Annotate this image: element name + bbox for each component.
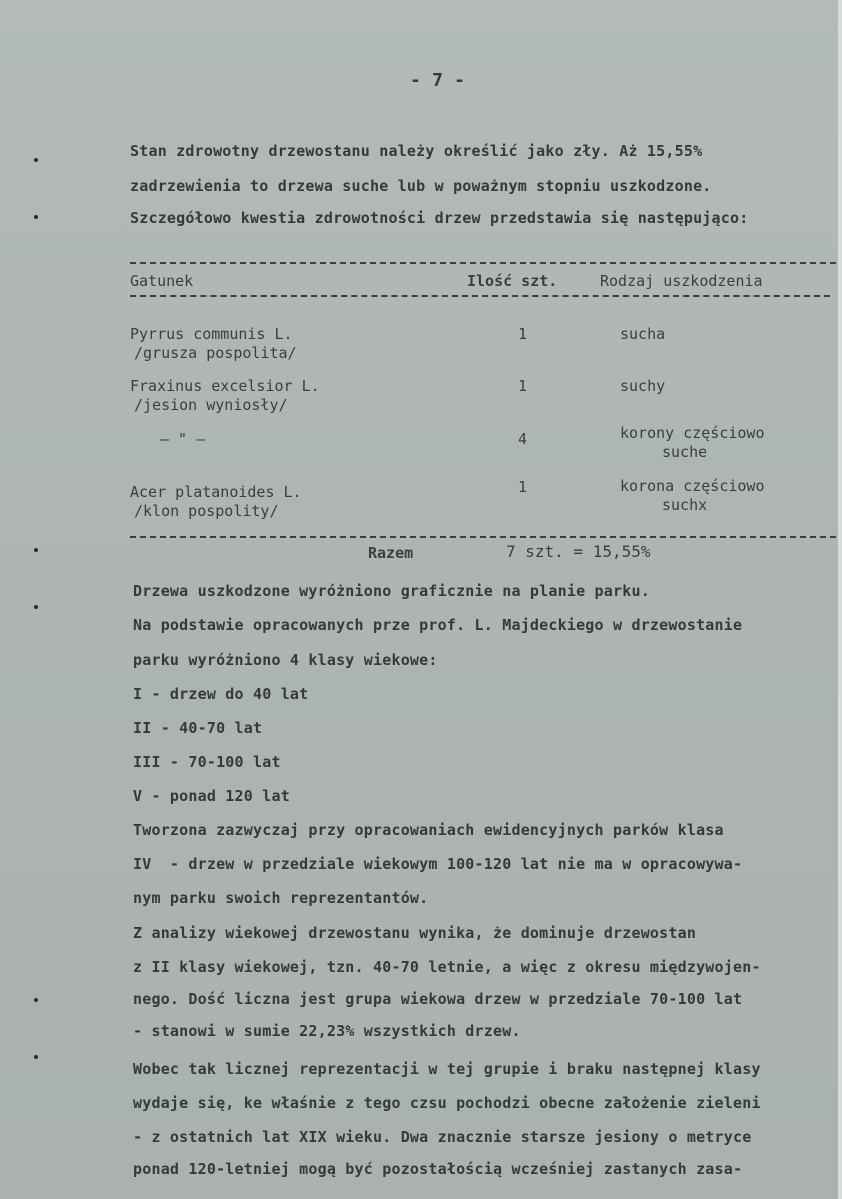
table-cell-species: /klon pospolity/ bbox=[134, 502, 279, 520]
body-line: parku wyróżniono 4 klasy wiekowe: bbox=[133, 651, 438, 669]
table-cell-species: /jesion wyniosły/ bbox=[134, 396, 288, 414]
table-rule-top bbox=[130, 262, 836, 264]
table-cell-damage: suchx bbox=[662, 496, 708, 514]
table-total-label: Razem bbox=[368, 544, 414, 562]
body-line: III - 70-100 lat bbox=[133, 753, 281, 771]
body-line: Drzewa uszkodzone wyróżniono graficznie na planie parku. bbox=[133, 582, 650, 600]
table-cell-count: 1 bbox=[518, 478, 528, 496]
table-cell-count: 1 bbox=[518, 325, 528, 343]
page-number: - 7 - bbox=[410, 70, 466, 91]
table-cell-species: Fraxinus excelsior L. bbox=[130, 377, 320, 395]
binder-hole bbox=[34, 998, 38, 1002]
body-line: ponad 120-letniej mogą być pozostałością wcześniej zastanych zasa- bbox=[133, 1160, 743, 1178]
body-line: I - drzew do 40 lat bbox=[133, 685, 309, 703]
body-line: Na podstawie opracowanych prze prof. L. Majdeckiego w drzewostanie bbox=[133, 616, 743, 634]
intro-line: zadrzewienia to drzewa suche lub w poważnym stopniu uszkodzone. bbox=[130, 177, 712, 195]
body-line: V - ponad 120 lat bbox=[133, 787, 290, 805]
body-line: Wobec tak licznej reprezentacji w tej grupie i braku następnej klasy bbox=[133, 1060, 761, 1078]
table-header-damage: Rodzaj uszkodzenia bbox=[600, 272, 763, 290]
table-cell-species: /grusza pospolita/ bbox=[134, 344, 297, 362]
table-cell-species: Pyrrus communis L. bbox=[130, 325, 293, 343]
table-rule-header bbox=[130, 295, 830, 297]
table-header-count: Ilość szt. bbox=[467, 272, 558, 290]
intro-line: Stan zdrowotny drzewostanu należy określić jako zły. Aż 15,55% bbox=[130, 142, 703, 160]
binder-hole bbox=[34, 1055, 38, 1059]
body-line: z II klasy wiekowej, tzn. 40-70 letnie, a więc z okresu międzywojen- bbox=[133, 958, 761, 976]
body-line: - z ostatnich lat XIX wieku. Dwa znacznie starsze jesiony o metryce bbox=[133, 1128, 752, 1146]
table-cell-damage: korona częściowo bbox=[620, 477, 765, 495]
intro-line: Szczegółowo kwestia zdrowotności drzew przedstawia się następująco: bbox=[130, 209, 749, 227]
table-cell-damage: korony częściowo bbox=[620, 424, 765, 442]
body-line: - stanowi w sumie 22,23% wszystkich drzew. bbox=[133, 1022, 521, 1040]
table-cell-count: 4 bbox=[518, 430, 528, 448]
body-line: II - 40-70 lat bbox=[133, 719, 263, 737]
body-line: Z analizy wiekowej drzewostanu wynika, że dominuje drzewostan bbox=[133, 924, 697, 942]
binder-hole bbox=[34, 605, 38, 609]
body-line: Tworzona zazwyczaj przy opracowaniach ewidencyjnych parków klasa bbox=[133, 821, 724, 839]
table-cell-count: 1 bbox=[518, 377, 528, 395]
table-cell-damage: suche bbox=[662, 443, 708, 461]
page-edge bbox=[838, 0, 842, 1199]
body-line: nym parku swoich reprezentantów. bbox=[133, 889, 429, 907]
table-cell-species: Acer platanoides L. bbox=[130, 483, 302, 501]
table-cell-damage: sucha bbox=[620, 325, 666, 343]
table-total-value: 7 szt. = 15,55% bbox=[506, 542, 651, 561]
table-header-species: Gatunek bbox=[130, 272, 194, 290]
binder-hole bbox=[34, 215, 38, 219]
table-cell-species: – " – bbox=[160, 430, 206, 448]
body-line: nego. Dość liczna jest grupa wiekowa drzew w przedziale 70-100 lat bbox=[133, 990, 743, 1008]
binder-hole bbox=[34, 158, 38, 162]
binder-hole bbox=[34, 548, 38, 552]
body-line: IV - drzew w przedziale wiekowym 100-120 lat nie ma w opracowywa- bbox=[133, 855, 743, 873]
table-cell-damage: suchy bbox=[620, 377, 666, 395]
table-rule-bottom bbox=[130, 536, 836, 538]
body-line: wydaje się, ke właśnie z tego czsu pochodzi obecne założenie zieleni bbox=[133, 1094, 761, 1112]
